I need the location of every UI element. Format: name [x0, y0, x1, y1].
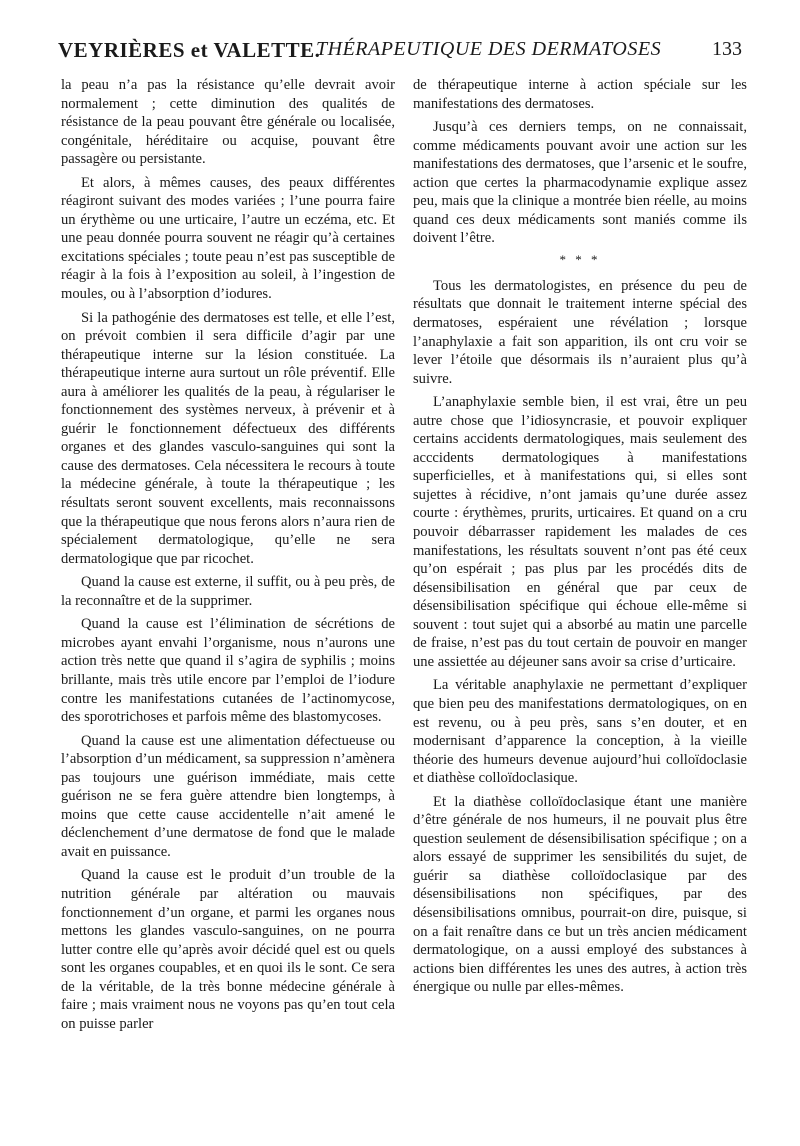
paragraph: Et la diathèse colloïdoclasique étant une manière d’être générale de nos humeurs, il ne pouvait plus être question seulement de désensibilisation spécifique ; on a alors essayé de supprimer les sensibilités du sujet, de guérir sa diathèse colloïdoclasique par des désensibilisations non spécifiques, par des désensibilisations omnibus, pourrait-on dire, puisque, si on a fait renaître dans ce but un très ancien médicament dermatologique, on a aussi employé des substances à actions bien différentes les unes des autres, à action très énergique ou nulle par elles-mêmes.	[413, 793, 747, 996]
page-number: 133	[712, 38, 742, 60]
paragraph: Jusqu’à ces derniers temps, on ne connaissait, comme médicaments pouvant avoir une action sur les manifestations des dermatoses, que l’arsenic et le soufre, action que certes la pharmacodynamie explique assez peu, mais que la clinique a montrée bien réelle, au moins quand ces deux médicaments sont maniés comme ils doivent l’être.	[413, 119, 747, 247]
paragraph: Si la pathogénie des dermatoses est telle, et elle l’est, on prévoit combien il sera difficile d’agir par une thérapeutique interne sur la lésion constituée. La thérapeutique interne aura surtout un rôle préventif. Elle aura à améliorer les qualités de la peau, à régulariser le fonctionnement des systèmes nerveux, à prévenir et à guérir le fonctionnement défectueux des différents organes et des glandes vasculo-sanguines qui sont la cause des dermatoses. Cela nécessitera le recours à toute la médecine générale, à toute la thérapeutique ; les résultats seront souvent excellents, mais reconnaissons que la thérapeutique que nous ferons alors n’aura rien de spécialement dermatologique, qu’elle ne sera dermatologique que par ricochet.	[61, 309, 395, 567]
right-column	[413, 76, 747, 1002]
paragraph: Tous les dermatologistes, en présence du peu de résultats que donnait le traitement interne spécial des dermatoses, espéraient une révélation ; lorsque l’anaphylaxie a fait son apparition, ils ont cru voir se lever l’étoile que désormais ils n’auraient plus qu’à suivre.	[413, 277, 747, 387]
paragraph: Quand la cause est l’élimination de sécrétions de microbes ayant envahi l’organisme, nous n’aurons une action très nette que quand il s’agira de syphilis ; moins brillante, mais très utile encore par l’emploi de l’iodure contre les manifestations cutanées de l’actinomycose, des sporotrichoses et parfois même des blastomycoses.	[61, 616, 395, 726]
paragraph: La véritable anaphylaxie ne permettant d’expliquer que bien peu des manifestations dermatologiques, on en est revenu, ou à peu près, sans s’en douter, et en modernisant d’apparence la conception, à la vieille théorie des humeurs devenue aujourd’hui colloïdoclasie et diathèse colloïdoclasique.	[413, 677, 747, 787]
paragraph: la peau n’a pas la résistance qu’elle devrait avoir normalement ; cette diminution des qualités de résistance de la peau pouvant être générale ou localisée, congénitale, héréditaire ou acquise, pouvant être passagère ou persistante.	[61, 77, 395, 168]
running-header-authors: VEYRIÈRES et VALETTE.	[58, 38, 321, 62]
left-column	[61, 76, 395, 1038]
running-header-title: THÉRAPEUTIQUE DES DERMATOSES	[316, 38, 662, 60]
paragraph: Et alors, à mêmes causes, des peaux différentes réagiront suivant des modes variées ; l’une pourra faire un érythème ou une urticaire, l’autre un eczéma, etc. Et une peau donnée pourra souvent ne réagir qu’à certaines excitations spéciales ; toute peau n’est pas susceptible de réagir à la fois à l’exposition au soleil, à l’ingestion de moules, ou à l’absorption d’iodures.	[61, 174, 395, 303]
paragraph: Quand la cause est le produit d’un trouble de la nutrition générale par altération ou mauvais fonctionnement d’un organe, et parmi les organes nous mettons les glandes vasculo-sanguines, on ne pourra lutter contre elle qu’après avoir décidé quel est ou quels sont les organes coupables, et en quoi ils le sont. Ce sera de la véritable, de la très bonne médecine générale à faire ; mais vraiment nous ne voyons pas qu’en tout cela on puisse parler	[61, 867, 395, 1032]
running-header	[58, 38, 742, 68]
paragraph: L’anaphylaxie semble bien, il est vrai, être un peu autre chose que l’idiosyncrasie, et pouvoir expliquer certains accidents dermatologiques, mais seulement des acccidents dermatologiques à manifestations superficielles, et à manifestations qui, si elles sont sujettes à récidive, n’ont jamais qu’une durée assez courte : érythèmes, prurits, urticaires. Et quand on a cru pouvoir débarrasser rapidement les malades de ces manifestations, les résultats souvent n’ont pas été ceux qu’on espérait ; pas plus par les procédés dits de désensibilisation en général que par ceux de désensibilisation spécifique qui échoue elle-même si souvent : tout sujet qui a absorbé au matin une parcelle de fraise, n’est pas du tout certain de pouvoir en manger une assiettée au déjeuner sans avoir sa crise d’urticaire.	[413, 394, 747, 670]
paragraph: Quand la cause est externe, il suffit, ou à peu près, de la reconnaître et de la supprimer.	[61, 574, 395, 609]
paragraph: de thérapeutique interne à action spéciale sur les manifestations des dermatoses.	[413, 77, 747, 112]
section-separator: * * *	[559, 251, 601, 267]
paragraph: Quand la cause est une alimentation défectueuse ou l’absorption d’un médicament, sa suppression n’amènera pas toujours une guérison immédiate, mais cette guérison ne se fera guère attendre bien longtemps, à moins que cette cause accidentelle n’ait amené le déclenchement d’une dermatose de fond que le malade avait en puissance.	[61, 732, 395, 860]
